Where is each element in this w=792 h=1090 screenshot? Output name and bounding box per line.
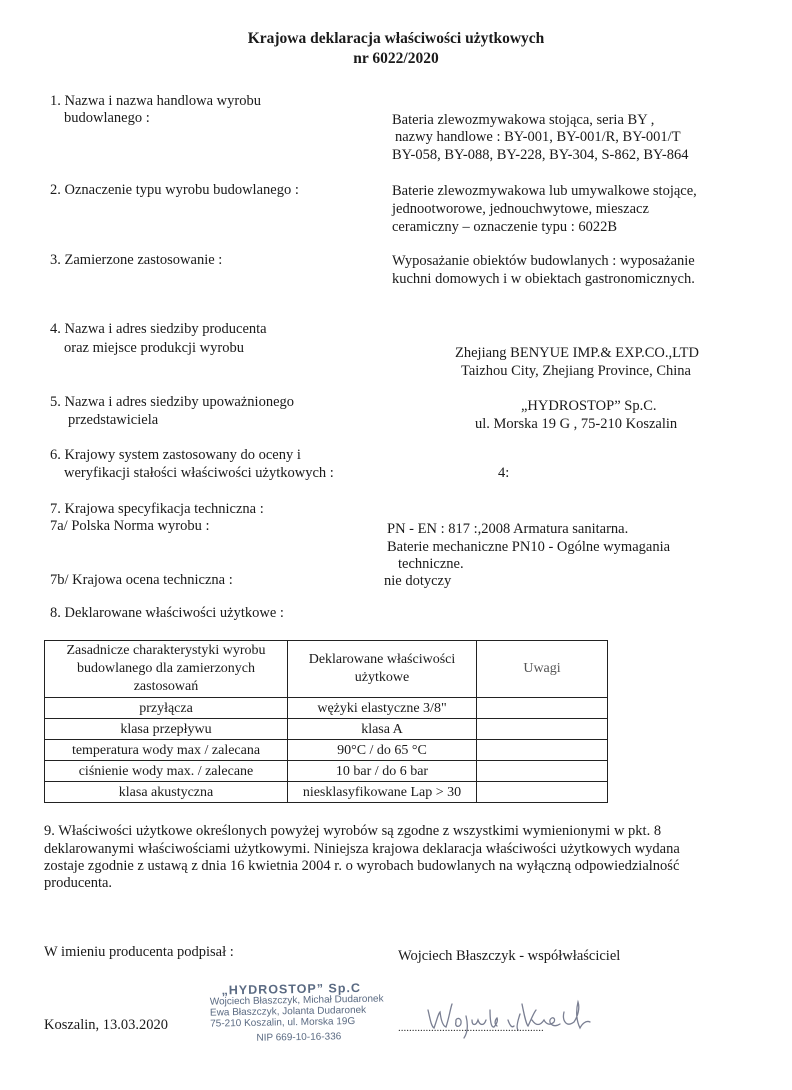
item7a-value-line3: techniczne.: [398, 556, 464, 572]
row-value: 90°C / do 65 °C: [288, 740, 477, 761]
table-row: [45, 740, 608, 761]
item4-label-line2: oraz miejsce produkcji wyrobu: [64, 340, 244, 356]
handwritten-signature: [398, 990, 638, 1040]
item2-label: 2. Oznaczenie typu wyrobu budowlanego :: [50, 182, 299, 198]
item5-label-line2: przedstawiciela: [68, 412, 159, 428]
row-feature: temperatura wody max / zalecana: [45, 740, 288, 761]
document-number: nr 6022/2020: [353, 50, 439, 67]
row-feature: ciśnienie wody max. / zalecane: [45, 761, 288, 782]
item5-value-line1: „HYDROSTOP” Sp.C.: [521, 398, 657, 414]
item4-label-line1: 4. Nazwa i adres siedziby producenta: [50, 321, 267, 337]
conclusion-line4: producenta.: [44, 875, 113, 891]
stamp-line1: Wojciech Błaszczyk, Michał Dudaronek: [209, 993, 384, 1008]
row-value: klasa A: [288, 719, 477, 740]
item7b-value: nie dotyczy: [384, 573, 452, 589]
header-declared-line2: użytkowe: [354, 670, 410, 685]
document-title: Krajowa deklaracja właściwości użytkowych: [247, 30, 545, 47]
item5-value-line2: ul. Morska 19 G , 75-210 Koszalin: [475, 416, 678, 432]
row-note: [477, 740, 608, 761]
item7a-value-line1: PN - EN : 817 :,2008 Armatura sanitarna.: [387, 521, 629, 537]
signature-dotted-line: .....................................................: [398, 1022, 544, 1034]
stamp-company-name: „HYDROSTOP” Sp.C: [221, 980, 362, 998]
table-row: [45, 698, 608, 719]
item7-label: 7. Krajowa specyfikacja techniczna :: [50, 501, 264, 517]
row-feature: klasa przepływu: [45, 719, 288, 740]
header-declared-line1: Deklarowane właściwości: [308, 652, 456, 667]
item8-label: 8. Deklarowane właściwości użytkowe :: [50, 605, 284, 621]
table-row: [45, 782, 608, 803]
row-feature: klasa akustyczna: [45, 782, 288, 803]
conclusion-line2: deklarowanymi właściwościami użytkowymi. Niniejsza krajowa deklaracja właściwości użytkowych wydana: [44, 841, 680, 857]
row-feature: przyłącza: [45, 698, 288, 719]
item1-value-line3: BY-058, BY-088, BY-228, BY-304, S-862, BY-864: [392, 147, 689, 163]
header-notes: Uwagi: [477, 641, 608, 698]
item2-value-line1: Baterie zlewozmywakowa lub umywalkowe stojące,: [392, 183, 697, 199]
item7a-value-line2: Baterie mechaniczne PN10 - Ogólne wymagania: [387, 539, 671, 555]
table-header-row: [45, 641, 608, 698]
item2-value-line2: jednootworowe, jednouchwytowe, mieszacz: [392, 201, 649, 217]
item1-label-line1: 1. Nazwa i nazwa handlowa wyrobu: [50, 93, 261, 109]
item4-value-line2: Taizhou City, Zhejiang Province, China: [461, 363, 691, 379]
signed-by-label: W imieniu producenta podpisał :: [44, 944, 234, 960]
item3-value-line2: kuchni domowych i w obiektach gastronomicznych.: [392, 271, 695, 287]
item6-label-line1: 6. Krajowy system zastosowany do oceny i: [50, 447, 301, 463]
row-note: [477, 782, 608, 803]
header-characteristics-line3: zastosowań: [133, 679, 199, 694]
header-declared: [288, 641, 477, 698]
item6-value: 4:: [498, 465, 510, 481]
stamp-line3: 75-210 Koszalin, ul. Morska 19G: [210, 1016, 356, 1030]
stamp-line2: Ewa Błaszczyk, Jolanta Dudaronek: [209, 1004, 367, 1019]
conclusion-line3: zostaje zgodnie z ustawą z dnia 16 kwietnia 2004 r. o wyrobach budowlanych na wyłączną odpowiedzialność: [44, 858, 680, 874]
item6-label-line2: weryfikacji stałości właściwości użytkowych :: [64, 465, 334, 481]
item3-value-line1: Wyposażanie obiektów budowlanych : wyposażanie: [392, 253, 695, 269]
row-value: 10 bar / do 6 bar: [288, 761, 477, 782]
item1-value-line2: nazwy handlowe : BY-001, BY-001/R, BY-001/T: [395, 129, 681, 145]
header-characteristics: [45, 641, 288, 698]
row-value: niesklasyfikowane Lap > 30: [288, 782, 477, 803]
table-row: [45, 719, 608, 740]
stamp-line4: NIP 669-10-16-336: [256, 1031, 342, 1044]
properties-table: [44, 640, 608, 803]
row-value: wężyki elastyczne 3/8": [288, 698, 477, 719]
item1-value-line1: Bateria zlewozmywakowa stojąca, seria BY ,: [392, 112, 655, 128]
conclusion-line1: 9. Właściwości użytkowe określonych powyżej wyrobów są zgodne z wszystkimi wymienionymi w pkt. 8: [44, 823, 662, 839]
company-stamp: [209, 982, 390, 1044]
item7b-label: 7b/ Krajowa ocena techniczna :: [50, 572, 233, 588]
header-characteristics-line2: budowlanego dla zamierzonych: [76, 661, 256, 676]
header-characteristics-line1: Zasadnicze charakterystyki wyrobu: [66, 643, 266, 658]
row-note: [477, 719, 608, 740]
row-note: [477, 761, 608, 782]
item2-value-line3: ceramiczny – oznaczenie typu : 6022B: [392, 219, 618, 235]
signer-name: Wojciech Błaszczyk - współwłaściciel: [398, 948, 621, 964]
table-row: [45, 761, 608, 782]
item7a-label: 7a/ Polska Norma wyrobu :: [50, 518, 210, 534]
place-date: Koszalin, 13.03.2020: [44, 1017, 169, 1033]
item3-label: 3. Zamierzone zastosowanie :: [50, 252, 223, 268]
item4-value-line1: Zhejiang BENYUE IMP.& EXP.CO.,LTD: [455, 345, 699, 361]
item1-label-line2: budowlanego :: [64, 110, 150, 126]
item5-label-line1: 5. Nazwa i adres siedziby upoważnionego: [50, 394, 295, 410]
row-note: [477, 698, 608, 719]
